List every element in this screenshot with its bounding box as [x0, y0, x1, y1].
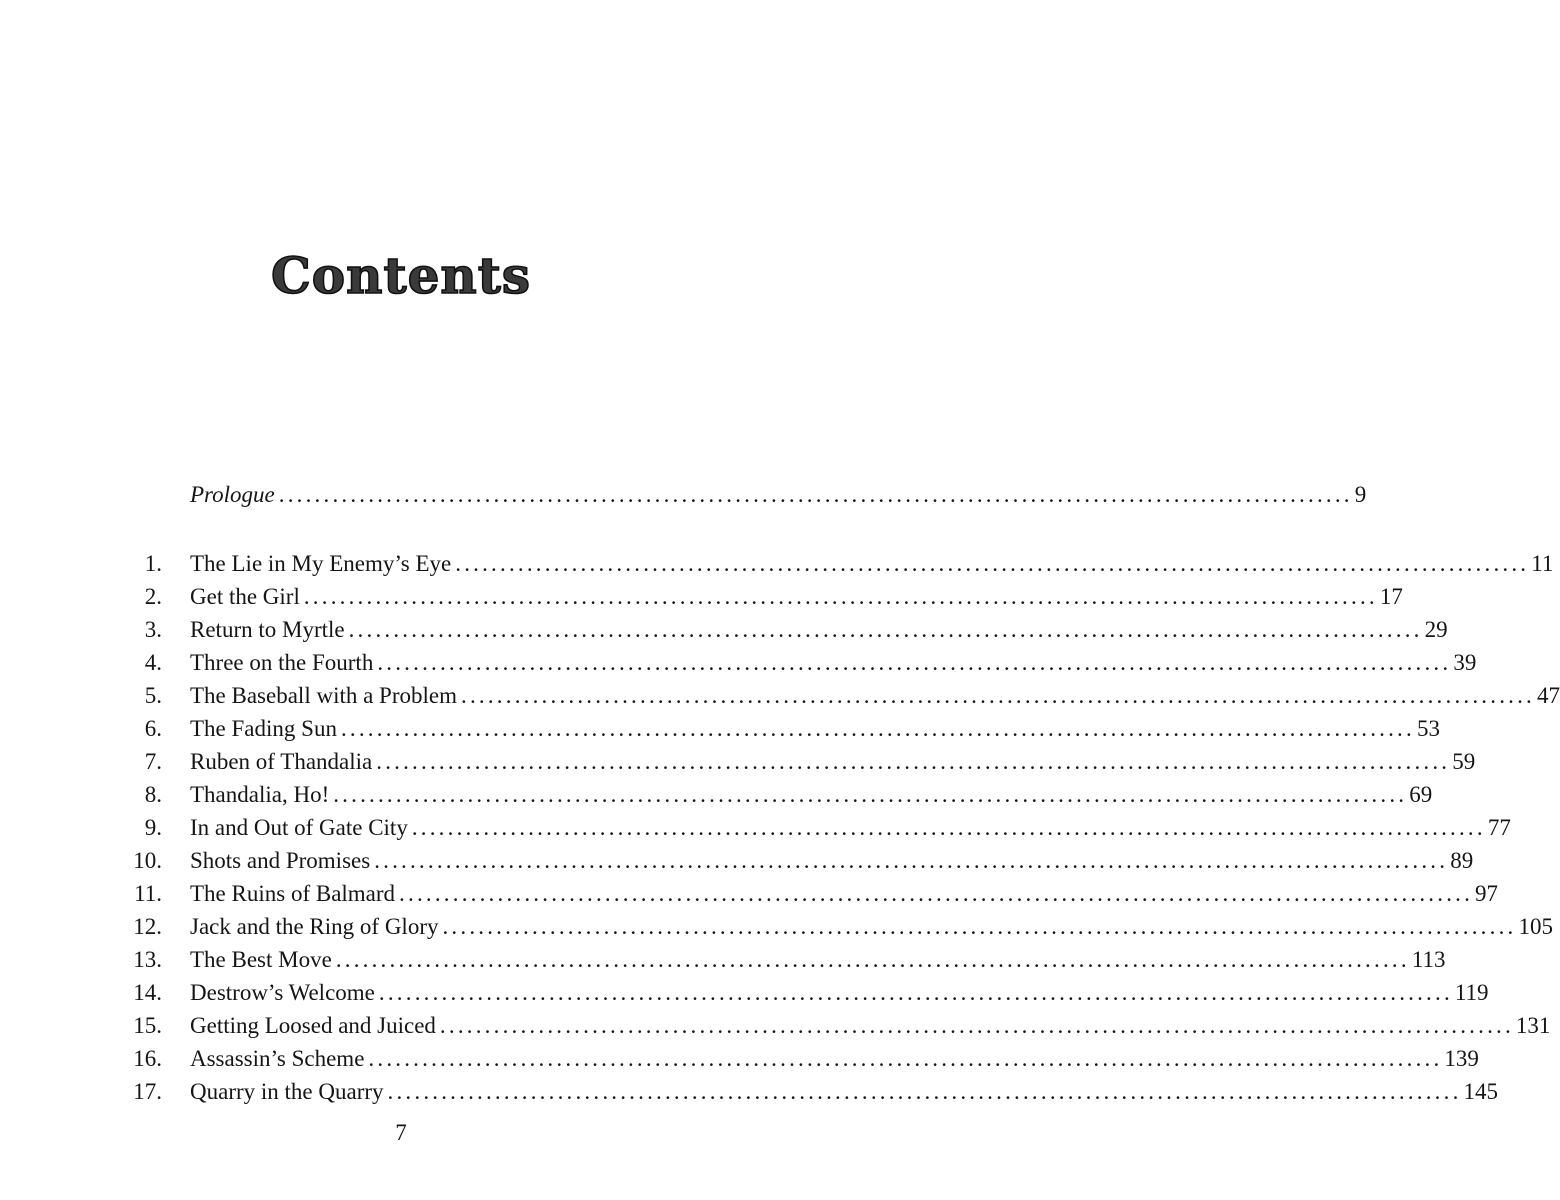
toc-entry-title: Three on the Fourth: [190, 650, 374, 675]
toc-entry: [126, 580, 1403, 613]
toc-entry: [126, 1042, 1479, 1075]
toc-entry-title: Jack and the Ring of Glory: [190, 914, 439, 939]
toc-entry-number: 6.: [144, 716, 162, 741]
table-of-contents: [126, 478, 1560, 1108]
dot-leader: ........................................................................................................................: [278, 482, 1353, 507]
toc-entry-number: 1.: [144, 551, 162, 576]
chapter-list: [126, 547, 1560, 1108]
toc-entry-page: 77: [1487, 815, 1511, 840]
toc-entry: [126, 745, 1476, 778]
toc-entry: [126, 910, 1553, 943]
toc-entry-page: 59: [1452, 749, 1476, 774]
toc-entry-title: The Fading Sun: [190, 716, 337, 741]
page-title: Contents: [270, 246, 531, 305]
toc-entry-number: 14.: [133, 980, 162, 1005]
toc-entry-number: 4.: [144, 650, 162, 675]
dot-leader: ........................................................................................................................: [333, 782, 1408, 807]
toc-entry: [126, 679, 1560, 712]
toc-entry-page: 145: [1463, 1079, 1499, 1104]
dot-leader: ........................................................................................................................: [387, 1079, 1462, 1104]
page-number: 7: [395, 1120, 407, 1145]
dot-leader: ........................................................................................................................: [455, 551, 1530, 576]
toc-entry-page: 11: [1531, 551, 1554, 576]
toc-entry-number: 12.: [133, 914, 162, 939]
toc-entry-title: Get the Girl: [190, 584, 300, 609]
toc-entry-title: The Lie in My Enemy’s Eye: [190, 551, 452, 576]
dot-leader: ........................................................................................................................: [335, 947, 1410, 972]
toc-entry: [126, 844, 1474, 877]
toc-entry-title: Shots and Promises: [190, 848, 371, 873]
toc-entry-page: 89: [1450, 848, 1474, 873]
toc-entry-page: 139: [1444, 1046, 1479, 1071]
toc-entry-page: 29: [1424, 617, 1448, 642]
dot-leader: ........................................................................................................................: [378, 980, 1453, 1005]
toc-entry-number: 8.: [144, 782, 162, 807]
toc-entry-title: Getting Loosed and Juiced: [190, 1013, 436, 1038]
dot-leader: ........................................................................................................................: [439, 1013, 1514, 1038]
toc-entry-title: Destrow’s Welcome: [190, 980, 375, 1005]
toc-entry-page: 97: [1475, 881, 1499, 906]
toc-entry-page: 53: [1416, 716, 1440, 741]
toc-entry-number: 17.: [133, 1079, 162, 1104]
toc-entry-number: 5.: [144, 683, 162, 708]
toc-entry: [126, 1075, 1499, 1108]
toc-entry: [126, 1009, 1551, 1042]
toc-entry-page: 9: [1354, 482, 1367, 507]
dot-leader: ........................................................................................................................: [374, 848, 1449, 873]
toc-entry-page: 47: [1537, 683, 1560, 708]
toc-entry-title: Ruben of Thandalia: [190, 749, 373, 774]
toc-entry-number: 10.: [133, 848, 162, 873]
toc-entry: [126, 547, 1554, 580]
toc-entry-prologue: [126, 478, 1367, 511]
dot-leader: ........................................................................................................................: [340, 716, 1415, 741]
toc-entry-number: 13.: [133, 947, 162, 972]
dot-leader: ........................................................................................................................: [377, 650, 1452, 675]
toc-entry-title: Thandalia, Ho!: [190, 782, 330, 807]
toc-entry-title: In and Out of Gate City: [190, 815, 408, 840]
toc-entry: [126, 778, 1433, 811]
toc-entry-title: Prologue: [190, 482, 275, 507]
dot-leader: ........................................................................................................................: [461, 683, 1535, 708]
toc-entry-page: 17: [1379, 584, 1403, 609]
toc-entry: [126, 943, 1446, 976]
toc-entry: [126, 811, 1511, 844]
toc-entry-title: The Ruins of Balmard: [190, 881, 396, 906]
toc-entry-page: 39: [1453, 650, 1477, 675]
toc-entry: [126, 613, 1448, 646]
dot-leader: ........................................................................................................................: [399, 881, 1474, 906]
toc-entry-page: 105: [1518, 914, 1553, 939]
toc-entry-number: 15.: [133, 1013, 162, 1038]
toc-entry-number: 2.: [144, 584, 162, 609]
dot-leader: ........................................................................................................................: [411, 815, 1486, 840]
toc-entry-page: 69: [1409, 782, 1433, 807]
toc-entry-title: Quarry in the Quarry: [190, 1079, 384, 1104]
toc-entry: [126, 712, 1440, 745]
toc-entry-number: 7.: [144, 749, 162, 774]
toc-entry: [126, 976, 1489, 1009]
dot-leader: ........................................................................................................................: [442, 914, 1517, 939]
toc-entry: [126, 877, 1499, 910]
toc-entry-page: 113: [1411, 947, 1446, 972]
toc-entry-page: 131: [1515, 1013, 1551, 1038]
toc-entry-title: Assassin’s Scheme: [190, 1046, 365, 1071]
dot-leader: ........................................................................................................................: [348, 617, 1423, 642]
toc-entry: [126, 646, 1477, 679]
toc-entry-title: The Baseball with a Problem: [190, 683, 457, 708]
toc-entry-title: Return to Myrtle: [190, 617, 345, 642]
toc-entry-title: The Best Move: [190, 947, 332, 972]
dot-leader: ........................................................................................................................: [368, 1046, 1443, 1071]
toc-entry-number: 9.: [144, 815, 162, 840]
toc-entry-page: 119: [1454, 980, 1489, 1005]
toc-entry-number: 3.: [144, 617, 162, 642]
dot-leader: ........................................................................................................................: [303, 584, 1378, 609]
toc-entry-number: 11.: [134, 881, 162, 906]
dot-leader: ........................................................................................................................: [376, 749, 1451, 774]
toc-entry-number: 16.: [133, 1046, 162, 1071]
